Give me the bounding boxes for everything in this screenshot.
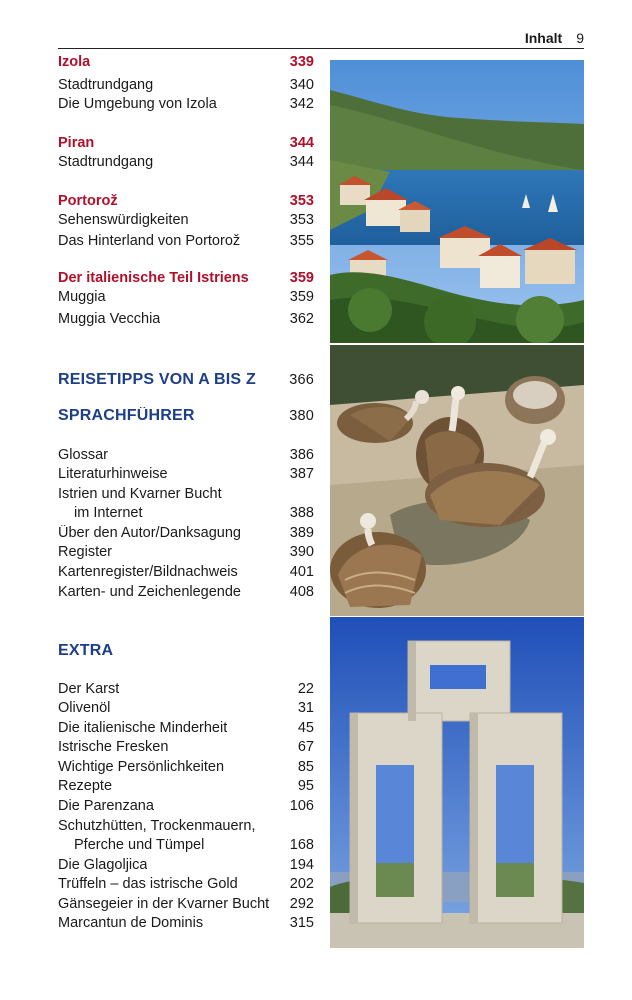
toc-section-reisetipps[interactable]: REISETIPPS VON A BIS Z 366 <box>58 371 314 388</box>
toc-entry[interactable]: Register 390 <box>58 544 314 560</box>
toc-entry[interactable]: Die Parenzana 106 <box>58 798 314 814</box>
toc-entry[interactable]: Glossar 386 <box>58 447 314 463</box>
toc-entry[interactable]: Pferche und Tümpel 168 <box>74 837 314 853</box>
page-number: 9 <box>576 30 584 46</box>
toc-entry[interactable]: Stadtrundgang 340 <box>58 77 314 93</box>
toc-entry[interactable]: Der Karst 22 <box>58 681 314 697</box>
vultures-photo <box>330 345 584 616</box>
toc-entry[interactable]: Muggia 359 <box>58 289 314 305</box>
coastal-town-photo <box>330 60 584 343</box>
toc-entry[interactable]: Stadtrundgang 344 <box>58 154 314 170</box>
toc-entry[interactable]: Wichtige Persönlichkeiten 85 <box>58 759 314 775</box>
running-header <box>330 30 584 46</box>
toc-entry[interactable]: Istrische Fresken 67 <box>58 739 314 755</box>
toc-entry[interactable]: Trüffeln – das istrische Gold 202 <box>58 876 314 892</box>
stone-sculpture-photo <box>330 617 584 948</box>
toc-entry[interactable]: Gänsegeier in der Kvarner Bucht 292 <box>58 896 314 912</box>
toc-entry[interactable]: Rezepte 95 <box>58 778 314 794</box>
toc-entry[interactable]: Über den Autor/Danksagung 389 <box>58 525 314 541</box>
running-header-title: Inhalt <box>524 30 563 46</box>
toc-entry-line[interactable]: Istrien und Kvarner Bucht <box>58 486 222 502</box>
toc-entry[interactable]: Sehenswürdigkeiten 353 <box>58 212 314 228</box>
toc-section-izola[interactable]: Izola 339 <box>58 54 314 70</box>
toc-section-italian[interactable]: Der italienische Teil Istriens 359 <box>58 270 314 286</box>
toc-entry[interactable]: im Internet 388 <box>74 505 314 521</box>
toc-entry[interactable]: Olivenöl 31 <box>58 700 314 716</box>
header-rule <box>58 48 584 49</box>
toc-entry[interactable]: Die Glagoljica 194 <box>58 857 314 873</box>
toc-entry[interactable]: Das Hinterland von Portorož 355 <box>58 233 314 249</box>
toc-entry[interactable]: Die italienische Minderheit 45 <box>58 720 314 736</box>
toc-entry[interactable]: Muggia Vecchia 362 <box>58 311 314 327</box>
toc-section-portoroz[interactable]: Portorož 353 <box>58 193 314 209</box>
toc-entry[interactable]: Karten- und Zeichenlegende 408 <box>58 584 314 600</box>
toc-entry-line[interactable]: Schutzhütten, Trockenmauern, <box>58 818 256 834</box>
toc-section-sprachfuehrer[interactable]: SPRACHFÜHRER 380 <box>58 407 314 424</box>
toc-entry[interactable]: Literaturhinweise 387 <box>58 466 314 482</box>
toc-section-piran[interactable]: Piran 344 <box>58 135 314 151</box>
toc-entry[interactable]: Kartenregister/Bildnachweis 401 <box>58 564 314 580</box>
toc-entry[interactable]: Die Umgebung von Izola 342 <box>58 96 314 112</box>
toc-entry[interactable]: Marcantun de Dominis 315 <box>58 915 314 931</box>
toc-section-extra[interactable]: EXTRA <box>58 642 114 659</box>
